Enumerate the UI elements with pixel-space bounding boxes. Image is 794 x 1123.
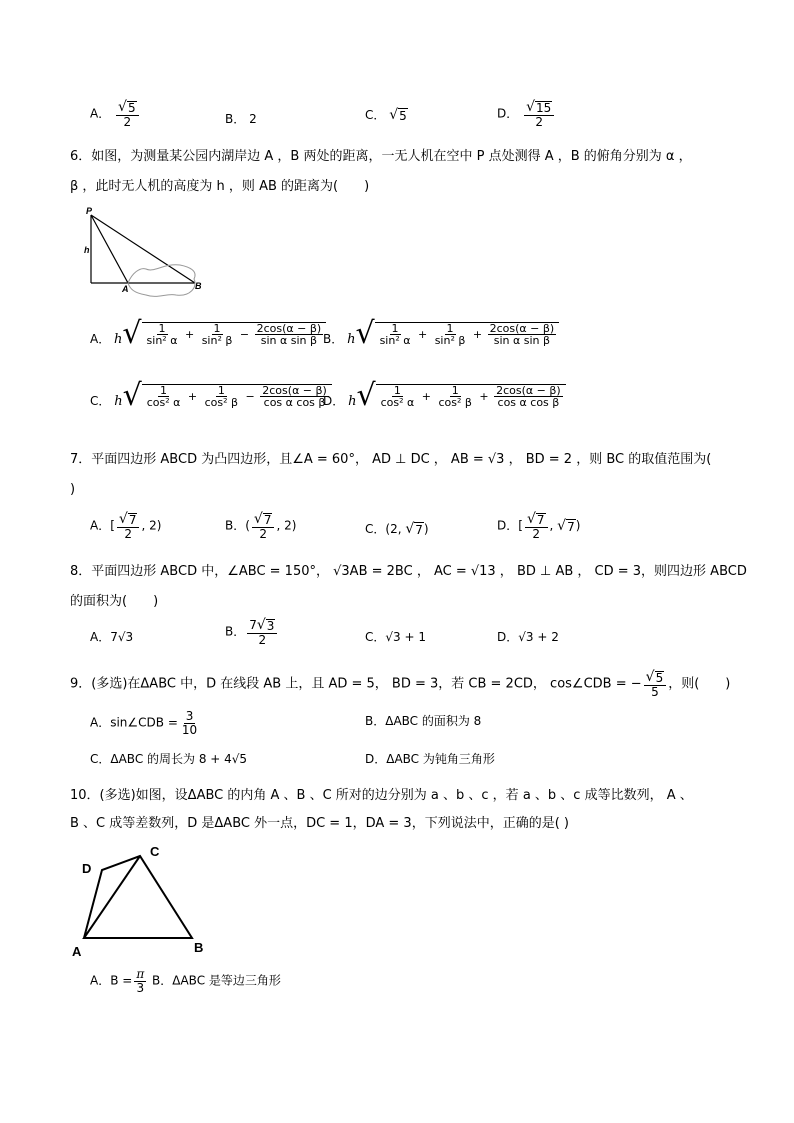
option-label: D． [497,106,519,121]
q10-text-line2: B 、C 成等差数列，D 是ΔABC 外一点，DC = 1，DA = 3，下列说法中，正确的是( ) [70,816,569,831]
q8-option-c: C．√3 + 1 [365,630,426,644]
q5-option-d [497,100,556,128]
q6-option-c: C． h √ $\frac{1}{\text{cos² α}}$ + $\frac{1}{\text{cos² β}}$ − $\frac{2\cos(\alpha - \beta)}{\text{cos α cos β}}$ [90,382,332,409]
q6-text-line2: β ，此时无人机的高度为 h ，则 AB 的距离为( ) [70,179,370,194]
q8-text-line2: 的面积为( ) [70,594,159,609]
option-label: C． [90,394,111,408]
denominator: 2 [123,114,132,129]
q6-figure [80,205,210,300]
numerator: π [136,967,145,981]
q9-option-d: D．ΔABC 为钝角三角形 [365,752,495,766]
fig-label-d: D [82,861,92,876]
q9-option-a: A．sin∠CDB = $\frac{3}{10}$ [90,709,198,737]
q10-text-line1: 10．(多选)如图，设ΔABC 的内角 A 、B 、C 所对的边分别为 a 、b 、c ，若 a 、b 、c 成等比数列， A 、 [70,788,693,803]
q9-text: 9．(多选)在ΔABC 中，D 在线段 AB 上，且 AD = 5， BD = 3，若 CB = 2CD， cos∠CDB = − [70,676,642,692]
q6-option-b: B． h √ $\frac{1}{\text{sin² α}}$ + $\frac{1}{\text{sin² β}}$ + $\frac{2\cos(\alpha - \beta)}{\text{sin α sin β}}$ [323,320,559,347]
option-label: C． [365,522,386,536]
q5-option-a [90,100,141,128]
q9-text-end: ，则( ) [668,676,731,692]
q10-figure [70,840,210,960]
fraction: √ 15 2 [524,100,554,128]
q8-option-b: B． 7 √ 3 2 [225,618,279,646]
option-label: B． [323,332,344,346]
option-label: D． [497,518,519,533]
option-label: C． [365,108,386,122]
option-value: 2 [249,112,257,126]
fig-label-p: P [86,206,93,216]
fig-label-b: B [194,940,204,955]
fig-label-b: B [195,281,202,291]
option-label: B． [225,518,246,533]
option-label: A．sin∠CDB = [90,715,178,730]
q7-option-a: A．[ √ 7 2 , 2) [90,511,162,541]
option-label: A． [90,518,111,533]
q8-option-d: D．√3 + 2 [497,630,559,644]
q6-option-a: A． h √ $\frac{1}{\text{sin² α}}$ + $\frac{1}{\text{sin² β}}$ − $\frac{2\cos(\alpha - \beta)}{\text{sin α sin β}}$ [90,320,326,347]
q9-option-c: C．ΔABC 的周长为 8 + 4√5 [90,752,248,766]
fig-label-h: h [84,245,90,255]
option-label: A． [90,106,111,121]
q10-option-a [90,968,281,994]
q8-text-line1: 8．平面四边形 ABCD 中，∠ABC = 150°， √3AB = 2BC ， AC = √13 ， BD ⊥ AB ， CD = 3，则四边形 ABCD [70,564,747,579]
q7-option-b: B．( √ 7 2 , 2) [225,511,297,541]
q7-text-line1: 7．平面四边形 ABCD 为凸四边形，且∠A = 60°， AD ⊥ DC ， AB = √3 ， BD = 2 ，则 BC 的取值范围为( [70,452,712,467]
fig-label-a: A [122,284,129,294]
fig-label-c: C [150,844,160,859]
q10-option-b: B．ΔABC 是等边三角形 [152,973,281,988]
q5-option-b [225,110,257,127]
option-label: B． [225,624,246,639]
q9-option-b: B．ΔABC 的面积为 8 [365,714,482,728]
denominator: 2 [535,114,543,129]
radicand: 5 [399,109,407,123]
q6-text-line1: 6．如图，为测量某公园内湖岸边 A ，B 两处的距离，一无人机在空中 P 点处测得 A ，B 的俯角分别为 α ， [70,149,692,164]
option-label: D． [323,394,345,408]
fig-label-a: A [72,944,82,959]
radicand: 15 [536,101,552,116]
q8-option-a: A．7√3 [90,630,134,644]
q7-option-d: D．[ √ 7 2 , √ 7 ) [497,511,581,541]
q7-text-line2: ) [70,482,76,497]
option-label: B． [225,112,246,126]
option-label: A．B = [90,973,133,988]
denominator: 3 [136,980,145,995]
fraction: √ 5 2 [116,100,139,128]
q9-text-line1: 9．(多选)在ΔABC 中，D 在线段 AB 上，且 AD = 5， BD = 3，若 CB = 2CD， cos∠CDB = − √ 5 5 ，则( ) [70,669,731,699]
q6-option-d: D． h √ $\frac{1}{\text{cos² α}}$ + $\frac{1}{\text{cos² β}}$ + $\frac{2\cos(\alpha - \beta)}{\text{cos α cos β}}$ [323,382,566,409]
radicand: 5 [127,101,136,116]
q7-option-c: C．(2, √ 7 ) [365,521,429,537]
option-label: A． [90,332,111,346]
q5-option-c: C． √ 5 [365,107,407,123]
